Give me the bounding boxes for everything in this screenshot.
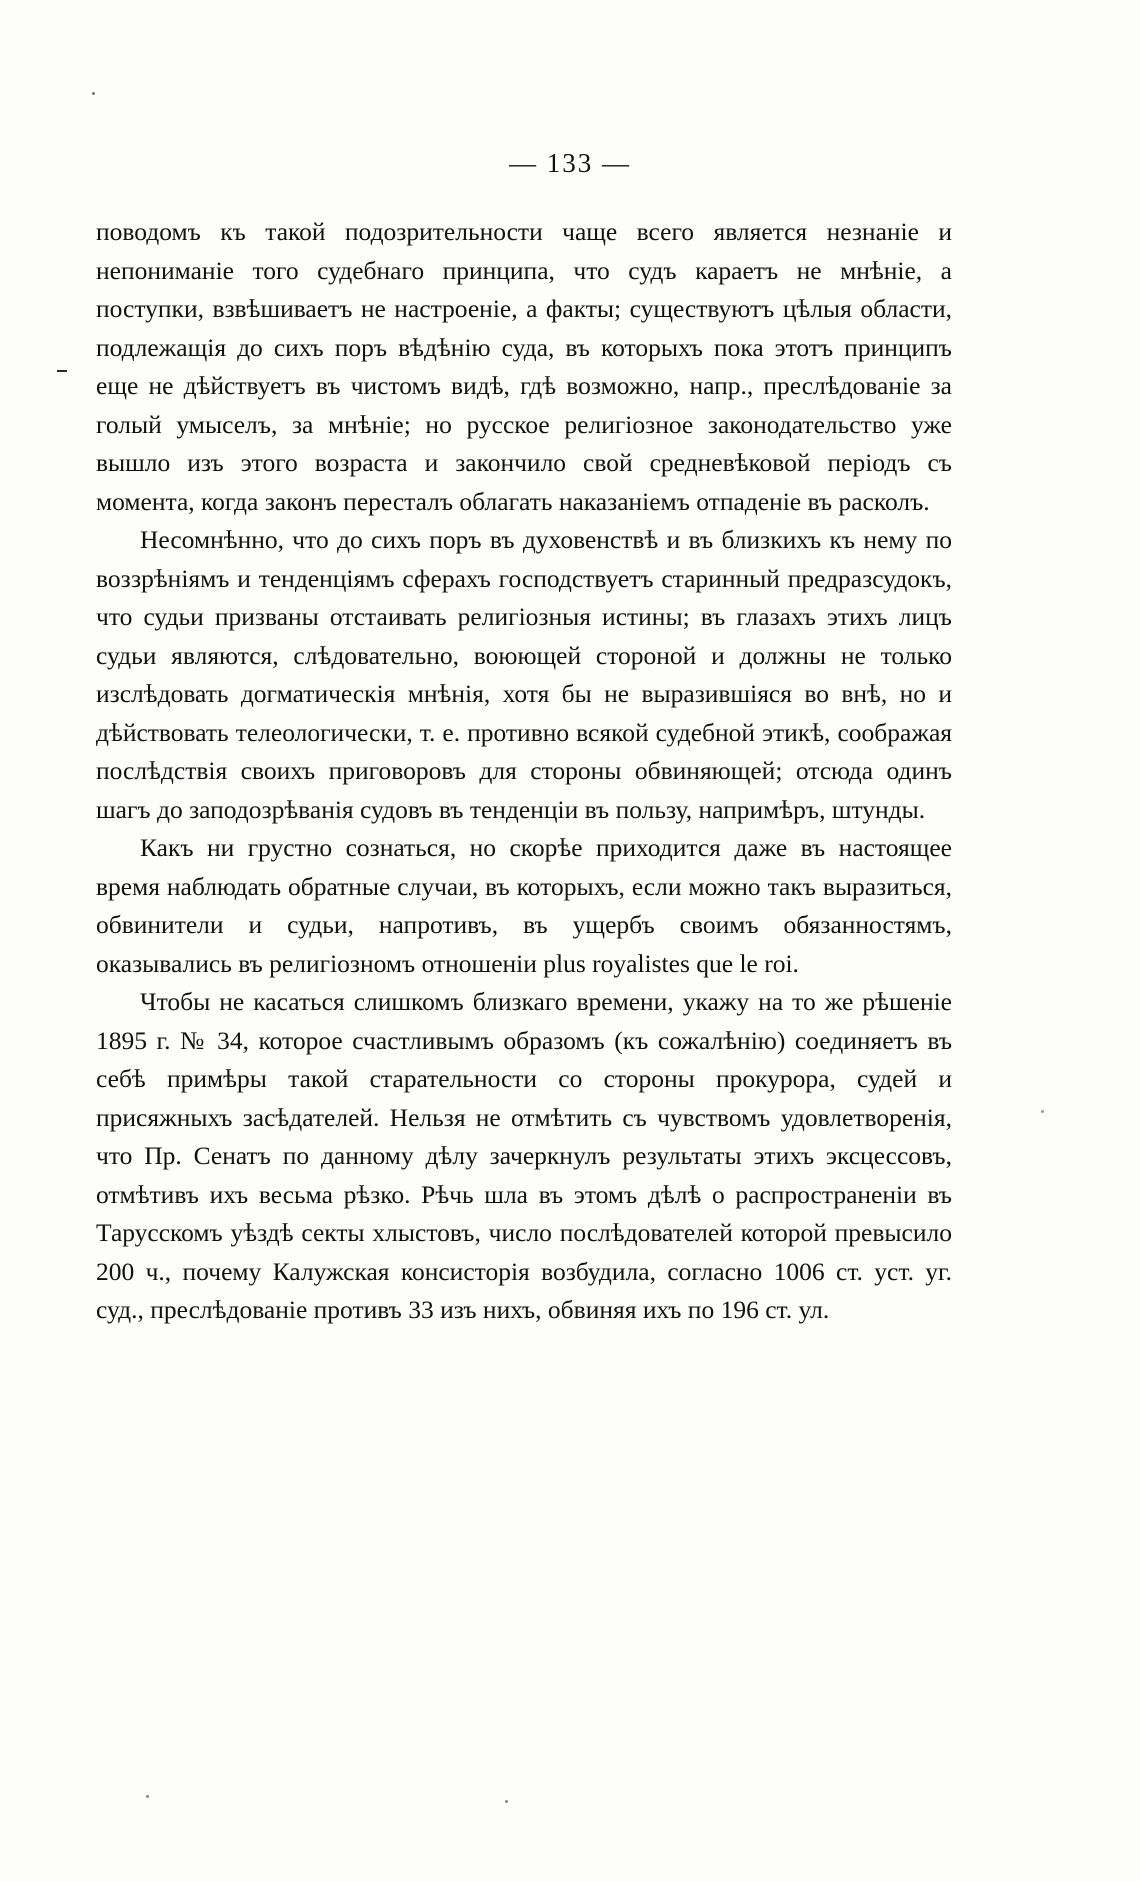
- page-speck-bottom-left: [146, 1795, 149, 1798]
- page-speck-right: [1041, 1110, 1044, 1113]
- page-margin-tick: [57, 370, 67, 372]
- paragraph: Несомнѣнно, что до сихъ поръ въ духовенствѣ и въ близкихъ къ нему по воззрѣніямъ и тенденціямъ сферахъ господствуетъ старинный предразсудокъ, что судьи призваны отстаивать религіозныя истины; въ глазахъ этихъ лицъ судьи являются, слѣдовательно, воюющей стороной и должны не только изслѣдовать догматическія мнѣнія, хотя бы не выразившіяся во внѣ, но и дѣйствовать телеологически, т. е. противно всякой судебной этикѣ, соображая послѣдствія своихъ приговоровъ для стороны обвиняющей; отсюда одинъ шагъ до заподозрѣванія судовъ въ тенденціи въ пользу, напримѣръ, штунды.: [96, 525, 952, 824]
- page-speck-bottom-center: [505, 1800, 508, 1803]
- page-number: — 133 —: [509, 148, 631, 178]
- paragraph: поводомъ къ такой подозрительности чаще всего является незнаніе и непониманіе того судебнаго принципа, что судъ караетъ не мнѣніе, а поступки, взвѣшиваетъ не настроеніе, а факты; существуютъ цѣлыя области, подлежащія до сихъ поръ вѣдѣнію суда, въ которыхъ пока этотъ принципъ еще не дѣйствуетъ въ чистомъ видѣ, гдѣ возможно, напр., преслѣдованіе за голый умыселъ, за мнѣніе; но русское религіозное законодательство уже вышло изъ этого возраста и закончило свой средневѣковой періодъ съ момента, когда законъ пересталъ облагать наказаніемъ отпаденіе въ расколъ.: [96, 217, 952, 516]
- paragraph: Какъ ни грустно сознаться, но скорѣе приходится даже въ настоящее время наблюдать обратные случаи, въ которыхъ, если можно такъ выразиться, обвинители и судьи, напротивъ, въ ущербъ своимъ обязанностямъ, оказывались въ религіозномъ отношеніи plus royalistes que le roi.: [96, 833, 952, 978]
- page-speck-top: [92, 92, 95, 95]
- paragraph: Чтобы не касаться слишкомъ близкаго времени, укажу на то же рѣшеніе 1895 г. № 34, которое счастливымъ образомъ (къ сожалѣнію) соединяетъ въ себѣ примѣры такой старательности со стороны прокурора, судей и присяжныхъ засѣдателей. Нельзя не отмѣтить съ чувствомъ удовлетворенія, что Пр. Сенатъ по данному дѣлу зачеркнулъ результаты этихъ эксцессовъ, отмѣтивъ ихъ весьма рѣзко. Рѣчь шла въ этомъ дѣлѣ о распространеніи въ Тарусскомъ уѣздѣ секты хлыстовъ, число послѣдователей которой превысило 200 ч., почему Калужская консисторія возбудила, согласно 1006 ст. уст. уг. суд., преслѣдованіе противъ 33 изъ нихъ, обвиняя ихъ по 196 ст. ул.: [96, 987, 952, 1324]
- page-body: [96, 213, 952, 1330]
